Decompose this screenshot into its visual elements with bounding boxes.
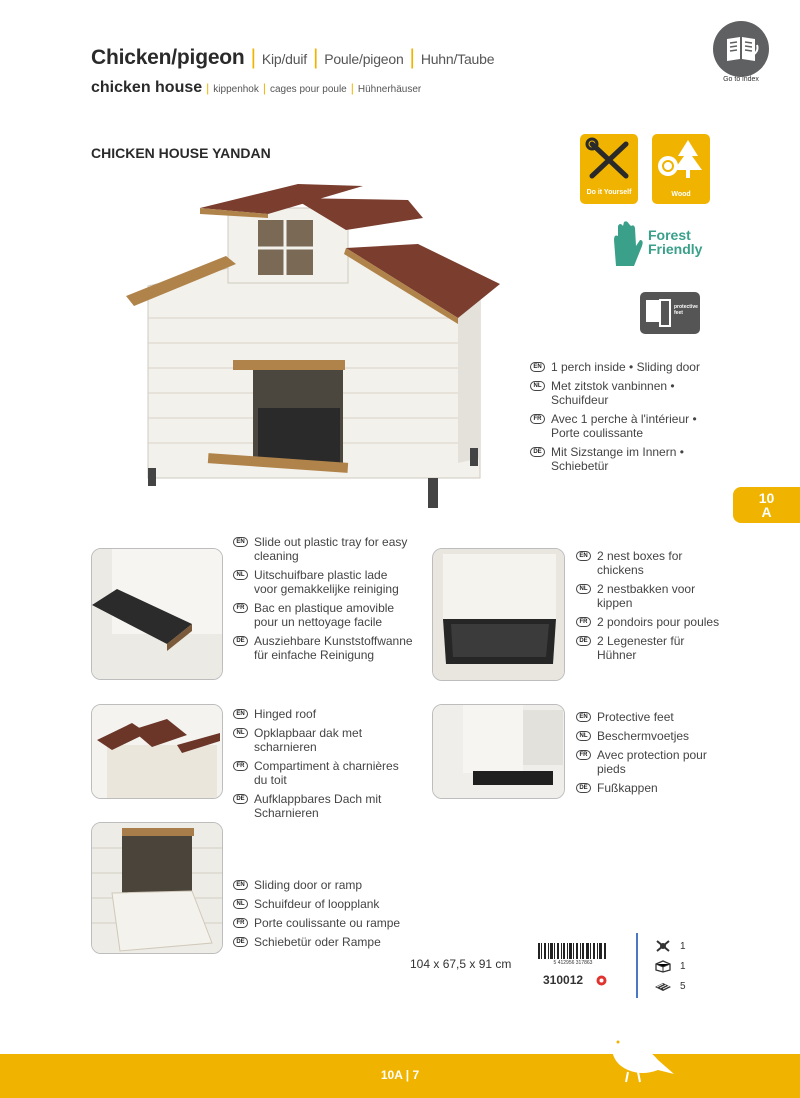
wood-badge <box>652 134 710 204</box>
packaging-assembly-qty: 1 <box>680 940 686 952</box>
door-feature-de <box>233 935 433 949</box>
main-feature-text-nl: Met zitstok vanbinnen • Schuifdeur <box>551 379 675 407</box>
protective-feet-thumbnail <box>432 704 565 799</box>
page-title: Chicken/pigeon | Kip/duif | Poule/pigeon | Huhn/Taube <box>91 46 495 69</box>
feet-feature-text-de: Fußkappen <box>597 781 658 795</box>
lang-badge-de: DE <box>233 794 248 804</box>
lang-badge-de: DE <box>233 636 248 646</box>
lang-badge-de: DE <box>576 636 591 646</box>
tray-feature-de <box>233 634 413 662</box>
title-translation-nl: Kip/duif <box>261 51 307 67</box>
feet-feature-de <box>576 781 726 795</box>
roof-feature-nl <box>233 726 413 754</box>
door-feature-text-en: Sliding door or ramp <box>254 878 363 892</box>
feet-feature-fr <box>576 748 726 776</box>
forest-friendly-line2: Friendly <box>648 241 703 257</box>
roof-feature-text-de: Aufklappbares Dach mit Scharnieren <box>254 792 382 820</box>
packaging-pallet <box>654 976 704 996</box>
packaging-divider <box>636 933 638 998</box>
door-feature-text-de: Schiebetür oder Rampe <box>254 935 381 949</box>
main-feature-fr <box>530 412 710 440</box>
sliding-door-image <box>92 823 223 954</box>
wood-badge-label: Wood <box>671 191 691 198</box>
hinged-roof-thumbnail <box>91 704 223 799</box>
lang-badge-fr: FR <box>233 603 248 613</box>
lang-badge-fr: FR <box>576 617 591 627</box>
main-feature-text-fr: Avec 1 perche à l'intérieur • Porte coulissante <box>551 412 697 440</box>
go-to-index-label[interactable]: Go to index <box>723 76 759 83</box>
lang-badge-fr: FR <box>576 750 591 760</box>
tray-feature-text-de: Ausziehbare Kunststoffwanne für einfache Reinigung <box>254 634 413 662</box>
lang-badge-nl: NL <box>530 381 545 391</box>
door-feature-nl <box>233 897 433 911</box>
door-feature-text-fr: Porte coulissante ou rampe <box>254 916 401 930</box>
box-icon <box>654 959 672 973</box>
diy-badge <box>580 134 638 204</box>
roof-feature-list <box>233 707 413 825</box>
title-translation-de: Huhn/Taube <box>420 51 495 67</box>
tray-feature-list <box>233 535 413 667</box>
lang-badge-nl: NL <box>233 570 248 580</box>
roof-feature-de <box>233 792 413 820</box>
main-feature-text-de: Mit Sizstange im Innern • Schiebetür <box>551 445 684 473</box>
product-dimensions: 104 x 67,5 x 91 cm <box>410 957 512 971</box>
lang-badge-en: EN <box>576 712 591 722</box>
packaging-box-qty: 1 <box>680 960 686 972</box>
tree-icon <box>652 134 710 186</box>
main-feature-text-en: 1 perch inside • Sliding door <box>551 360 700 374</box>
lang-badge-fr: FR <box>233 918 248 928</box>
roof-feature-text-fr: Compartiment à charnières du toit <box>254 759 399 787</box>
title-main-text: Chicken/pigeon <box>91 46 245 69</box>
tray-feature-text-nl: Uitschuifbare plastic lade voor gemakkelijke reiniging <box>254 568 399 596</box>
packaging-info <box>654 936 704 996</box>
roof-feature-en <box>233 707 413 721</box>
subtitle-translation-nl: kippenhok <box>213 84 259 95</box>
door-feature-list <box>233 878 433 954</box>
protective-feet-label: protective feet <box>674 304 698 316</box>
bird-icon <box>598 1030 676 1084</box>
lang-badge-de: DE <box>233 937 248 947</box>
feet-feature-en <box>576 710 726 724</box>
nest-feature-nl <box>576 582 726 610</box>
new-item-icon <box>596 975 607 986</box>
lang-badge-de: DE <box>530 447 545 457</box>
product-name: CHICKEN HOUSE YANDAN <box>91 145 271 161</box>
nest-feature-en <box>576 549 726 577</box>
subtitle-translation-de: Hühnerhäuser <box>357 84 422 95</box>
lang-badge-nl: NL <box>576 584 591 594</box>
door-feature-text-nl: Schuifdeur of loopplank <box>254 897 380 911</box>
roof-feature-text-nl: Opklapbaar dak met scharnieren <box>254 726 363 754</box>
nest-feature-text-fr: 2 pondoirs pour poules <box>597 615 720 629</box>
assembly-icon <box>654 939 672 953</box>
lang-badge-nl: NL <box>576 731 591 741</box>
article-number: 310012 <box>543 973 584 987</box>
subtitle-translation-fr: cages pour poule <box>270 84 347 95</box>
lang-badge-de: DE <box>576 783 591 793</box>
lang-badge-fr: FR <box>233 761 248 771</box>
forest-friendly-logo <box>606 218 716 273</box>
chicken-house-image <box>118 178 502 512</box>
packaging-box <box>654 956 704 976</box>
section-tab-number: 10 <box>758 490 775 506</box>
hinged-roof-image <box>92 705 223 799</box>
forest-friendly-line1: Forest <box>648 227 691 243</box>
lang-badge-en: EN <box>233 880 248 890</box>
lang-badge-en: EN <box>233 537 248 547</box>
subtitle-text: chicken house <box>91 79 203 96</box>
nest-feature-list <box>576 549 726 667</box>
door-feature-fr <box>233 916 433 930</box>
tools-icon <box>580 134 638 184</box>
door-feature-en <box>233 878 433 892</box>
lang-badge-en: EN <box>530 362 545 372</box>
tray-feature-fr <box>233 601 413 629</box>
protective-feet-badge <box>640 292 700 334</box>
lang-badge-nl: NL <box>233 899 248 909</box>
main-feature-de <box>530 445 710 473</box>
section-tab[interactable] <box>733 487 800 523</box>
tray-feature-text-en: Slide out plastic tray for easy cleaning <box>254 535 408 563</box>
tray-thumbnail <box>91 548 223 680</box>
diy-badge-label: Do it Yourself <box>586 189 632 196</box>
nest-boxes-thumbnail <box>432 548 565 681</box>
lang-badge-en: EN <box>576 551 591 561</box>
footer-page-number: 10A | 7 <box>380 1068 420 1082</box>
feet-feature-list <box>576 710 726 800</box>
tray-image <box>92 549 223 680</box>
barcode-digits: 5 412956 317863 <box>553 960 593 966</box>
tray-feature-text-fr: Bac en plastique amovible pour un nettoyage facile <box>254 601 395 629</box>
nest-feature-text-nl: 2 nestbakken voor kippen <box>597 582 696 610</box>
lang-badge-nl: NL <box>233 728 248 738</box>
feet-feature-text-en: Protective feet <box>597 710 674 724</box>
nest-feature-de <box>576 634 726 662</box>
go-to-index-button[interactable] <box>713 21 769 77</box>
packaging-pallet-qty: 5 <box>680 980 686 992</box>
main-feature-nl <box>530 379 710 407</box>
protective-feet-icon <box>644 298 674 328</box>
feet-feature-text-nl: Beschermvoetjes <box>597 729 690 743</box>
feet-feature-text-fr: Avec protection pour pieds <box>597 748 707 776</box>
nest-feature-text-de: 2 Legenester für Hühner <box>597 634 685 662</box>
sliding-door-thumbnail <box>91 822 223 954</box>
book-icon <box>713 21 769 77</box>
title-translation-fr: Poule/pigeon <box>324 51 404 67</box>
main-feature-en <box>530 360 710 374</box>
pallet-icon <box>654 979 672 993</box>
page-subtitle: chicken house | kippenhok | cages pour poule | Hühnerhäuser <box>91 79 422 96</box>
nest-boxes-image <box>433 549 565 681</box>
packaging-assembly <box>654 936 704 956</box>
hand-leaf-icon <box>606 218 646 270</box>
main-features-list <box>530 360 710 478</box>
roof-feature-fr <box>233 759 413 787</box>
nest-feature-text-en: 2 nest boxes for chickens <box>597 549 683 577</box>
lang-badge-en: EN <box>233 709 248 719</box>
tray-feature-nl <box>233 568 413 596</box>
protective-feet-image <box>433 705 565 799</box>
nest-feature-fr <box>576 615 726 629</box>
roof-feature-text-en: Hinged roof <box>254 707 317 721</box>
feet-feature-nl <box>576 729 726 743</box>
tray-feature-en <box>233 535 413 563</box>
section-tab-letter: A <box>761 504 772 520</box>
lang-badge-fr: FR <box>530 414 545 424</box>
